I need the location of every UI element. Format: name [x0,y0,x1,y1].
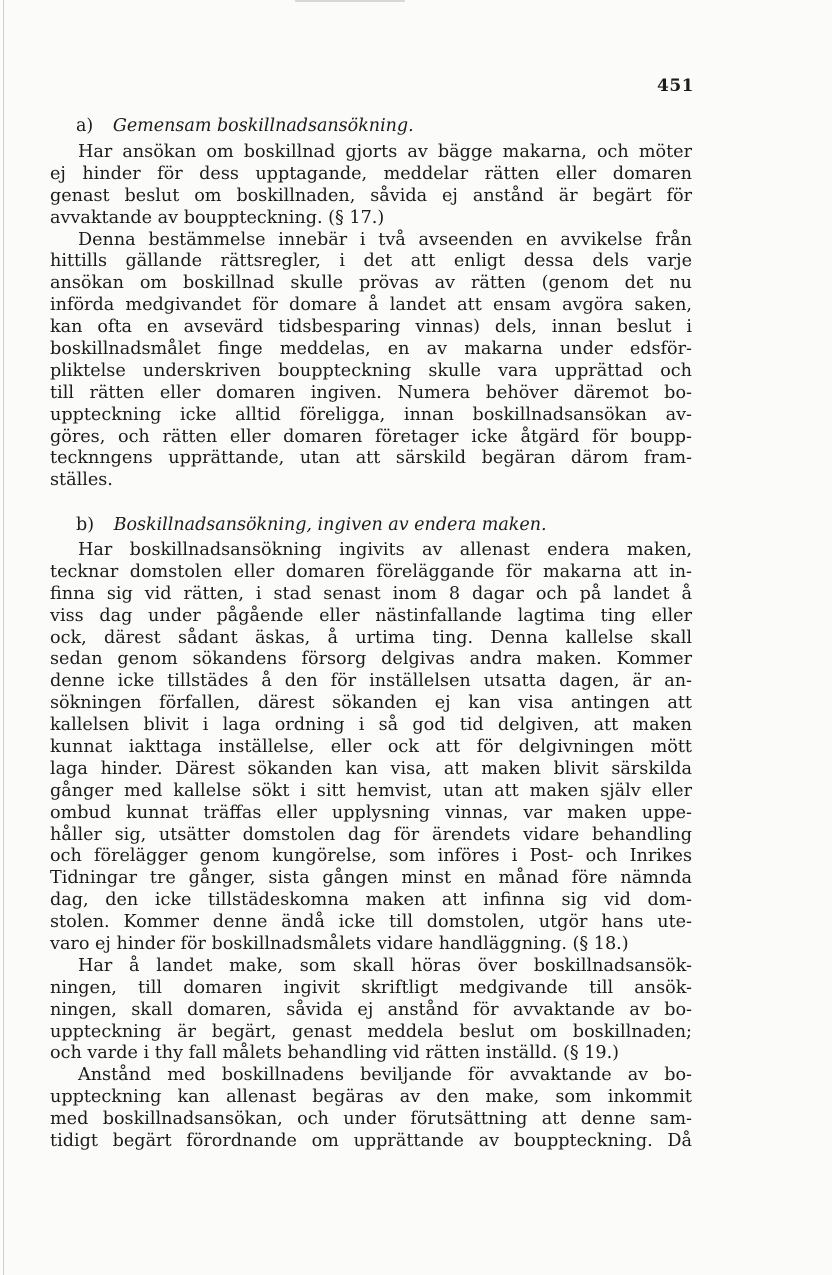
text-line: sökningen förfallen, därest sökanden ej kan visa antingen att [50,693,692,714]
text-line: göres, och rätten eller domaren företager icke åtgärd för boupp- [50,426,692,447]
section-a-heading [76,116,414,136]
text-line: Har ansökan om boskillnad gjorts av bägge makarna, och möter [78,142,692,162]
text-line: uppteckning är begärt, genast meddela beslut om boskillnaden; [50,1021,692,1042]
text-line: kallelsen blivit i laga ordning i så god tid delgiven, att maken [50,715,692,736]
text-line: genast beslut om boskillnaden, såvida ej anstånd är begärt för [50,185,692,206]
text-line: ock, därest sådant äskas, å urtima ting. Denna kallelse skall [50,627,692,648]
text-line: Anstånd med boskillnadens beviljande för avvaktande av bo- [78,1065,692,1086]
text-line: avvaktande av bouppteckning. (§ 17.) [50,207,385,228]
section-b-body [50,540,692,1153]
text-line: stolen. Kommer denne ändå icke till domstolen, utgör hans ute- [50,912,692,933]
text-line: ej hinder för dess upptagande, meddelar rätten eller domaren [50,163,692,184]
text-line: tidigt begärt förordnande om upprättande av bouppteckning. Då [50,1131,692,1152]
text-line: dag, den icke tillstädeskomna maken att infinna sig vid dom- [50,890,692,911]
text-line: ningen, skall domaren, såvida ej anstånd för avvaktande av bo- [50,999,692,1020]
text-line: införda medgivandet för domare å landet att ensam avgöra saken, [50,295,692,316]
text-line: ombud kunnat träffas eller upplysning vinnas, var maken uppe- [50,802,692,823]
section-a-label: a) [76,116,94,136]
text-line: boskillnadsmålet finge meddelas, en av makarna under edsför- [50,339,692,360]
text-line: tecknar domstolen eller domaren föreläggande för makarna att in- [50,561,692,582]
text-line: pliktelse underskriven bouppteckning skulle vara upprättad och [50,360,692,381]
page-number: 451 [657,76,694,96]
text-line: hittills gällande rättsregler, i det att enligt dessa dels varje [50,251,692,272]
text-line: Har å landet make, som skall höras över boskillnadsansök- [78,955,692,976]
text-line: uppteckning icke alltid föreligga, innan boskillnadsansökan av- [50,404,692,425]
section-a-title: Gemensam boskillnadsansökning. [112,116,414,136]
text-line: denne icke tillstädes å den för inställelsen utsatta dagen, är an- [50,671,692,692]
text-line: kunnat iakttaga inställelse, eller ock att för delgivningen mött [50,737,692,758]
text-line: finna sig vid rätten, i stad senast inom 8 dagar och på landet å [50,583,692,604]
text-line: Tidningar tre gånger, sista gången minst en månad före nämnda [50,868,692,889]
text-line: med boskillnadsansökan, och under förutsättning att denne sam- [50,1109,692,1130]
text-line: och varde i thy fall målets behandling vid rätten inställd. (§ 19.) [50,1043,620,1064]
text-line: till rätten eller domaren ingiven. Numera behöver däremot bo- [50,382,692,403]
scan-mark [295,0,405,2]
text-line: tecknngens upprättande, utan att särskild begäran därom fram- [50,448,692,469]
section-b-label: b) [76,515,95,535]
text-line: gånger med kallelse sökt i sitt hemvist, utan att maken själv eller [50,780,692,801]
text-line: uppteckning kan allenast begäras av den make, som inkommit [50,1087,692,1108]
text-line: och förelägger genom kungörelse, som införes i Post- och Inrikes [50,846,692,867]
text-line: ställes. [50,470,113,491]
section-b-title: Boskillnadsansökning, ingiven av endera maken. [113,515,547,535]
text-line: sedan genom sökandens försorg delgivas andra maken. Kommer [50,649,692,670]
section-b-heading [76,515,547,535]
text-line: kan ofta en avsevärd tidsbesparing vinnas) dels, innan beslut i [50,317,692,338]
section-a-body [50,142,692,492]
text-line: viss dag under pågående eller nästinfallande lagtima ting eller [50,605,692,626]
page-edge-shadow [3,0,4,1275]
text-line: ansökan om boskillnad skulle prövas av rätten (genom det nu [50,273,692,294]
text-line: varo ej hinder för boskillnadsmålets vidare handläggning. (§ 18.) [50,934,629,955]
text-line: Har boskillnadsansökning ingivits av allenast endera maken, [78,540,692,560]
text-line: Denna bestämmelse innebär i två avseenden en avvikelse från [78,229,692,250]
text-line: laga hinder. Därest sökanden kan visa, att maken blivit särskilda [50,758,692,779]
text-line: ningen, till domaren ingivit skriftligt medgivande till ansök- [50,977,692,998]
text-line: håller sig, utsätter domstolen dag för ärendets vidare behandling [50,824,692,845]
